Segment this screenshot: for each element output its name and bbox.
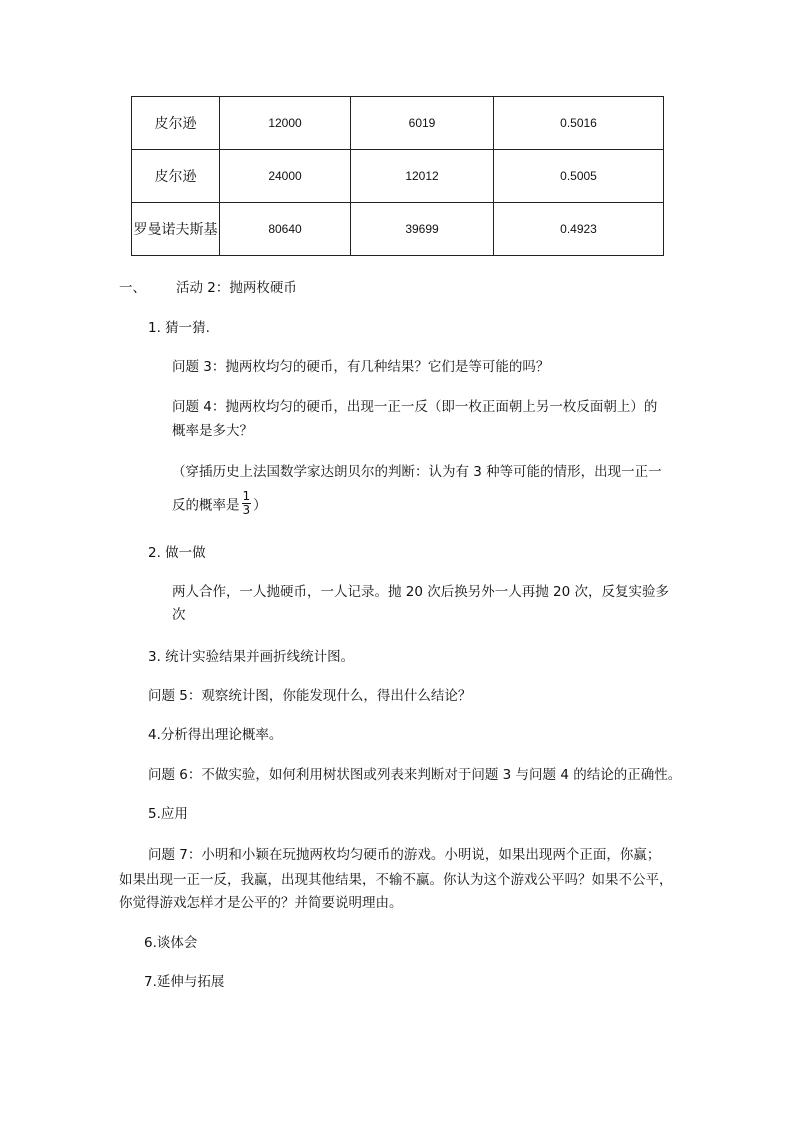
heads-cell: 39699	[351, 203, 494, 256]
frequency-cell: 0.5016	[494, 97, 664, 150]
experimenter-cell: 罗曼诺夫斯基	[132, 203, 220, 256]
table-row	[132, 203, 664, 256]
section-6-label: 6.谈体会	[144, 935, 198, 951]
section-7-label: 7.延伸与拓展	[144, 974, 225, 990]
trials-cell: 80640	[220, 203, 351, 256]
activity-number: 一、	[119, 280, 146, 296]
section-1-label: 1. 猜一猜.	[148, 320, 210, 336]
frequency-cell: 0.4923	[494, 203, 664, 256]
heads-cell: 12012	[351, 150, 494, 203]
fraction-one-third	[242, 490, 252, 517]
question-6: 问题 6：不做实验，如何利用树状图或列表来判断对于问题 3 与问题 4 的结论的正确性。	[148, 767, 682, 783]
heads-cell: 6019	[351, 97, 494, 150]
experimenter-cell: 皮尔逊	[132, 150, 220, 203]
frequency-cell: 0.5005	[494, 150, 664, 203]
table-row	[132, 150, 664, 203]
section-2-label: 2. 做一做	[148, 545, 206, 561]
fraction-numerator: 1	[242, 489, 251, 503]
history-note-line-2	[172, 489, 267, 519]
history-note-line-1: （穿插历史上法国数学家达朗贝尔的判断：认为有 3 种等可能的情形，出现一正一	[172, 464, 662, 480]
question-7-line-1: 问题 7：小明和小颖在玩抛两枚均匀硬币的游戏。小明说，如果出现两个正面，你赢；	[148, 847, 661, 863]
question-3: 问题 3：抛两枚均匀的硬币，有几种结果？它们是等可能的吗？	[172, 359, 550, 375]
table-row	[132, 97, 664, 150]
history-note-suffix: ）	[253, 497, 267, 514]
section-5-label: 5.应用	[148, 806, 188, 822]
question-4-line-1: 问题 4：抛两枚均匀的硬币，出现一正一反（即一枚正面朝上另一枚反面朝上）的	[172, 399, 658, 415]
question-7-line-2: 如果出现一正一反，我赢，出现其他结果，不输不赢。你认为这个游戏公平吗？如果不公平，	[119, 872, 673, 888]
history-note-prefix: 反的概率是	[172, 497, 240, 514]
section-2-line-1: 两人合作，一人抛硬币，一人记录。抛 20 次后换另外一人再抛 20 次，反复实验多	[172, 584, 670, 600]
fraction-denominator: 3	[242, 503, 251, 517]
trials-cell: 12000	[220, 97, 351, 150]
experimenter-cell: 皮尔逊	[132, 97, 220, 150]
trials-cell: 24000	[220, 150, 351, 203]
question-4-line-2: 概率是多大？	[172, 423, 253, 439]
coin-toss-table	[131, 96, 664, 256]
section-4-label: 4.分析得出理论概率。	[148, 727, 283, 743]
activity-title: 活动 2：抛两枚硬币	[176, 280, 297, 296]
section-3-label: 3. 统计实验结果并画折线统计图。	[148, 649, 355, 665]
question-7-line-3: 你觉得游戏怎样才是公平的？并简要说明理由。	[119, 895, 403, 911]
section-2-line-2: 次	[172, 607, 186, 623]
question-5: 问题 5：观察统计图，你能发现什么，得出什么结论？	[148, 688, 472, 704]
